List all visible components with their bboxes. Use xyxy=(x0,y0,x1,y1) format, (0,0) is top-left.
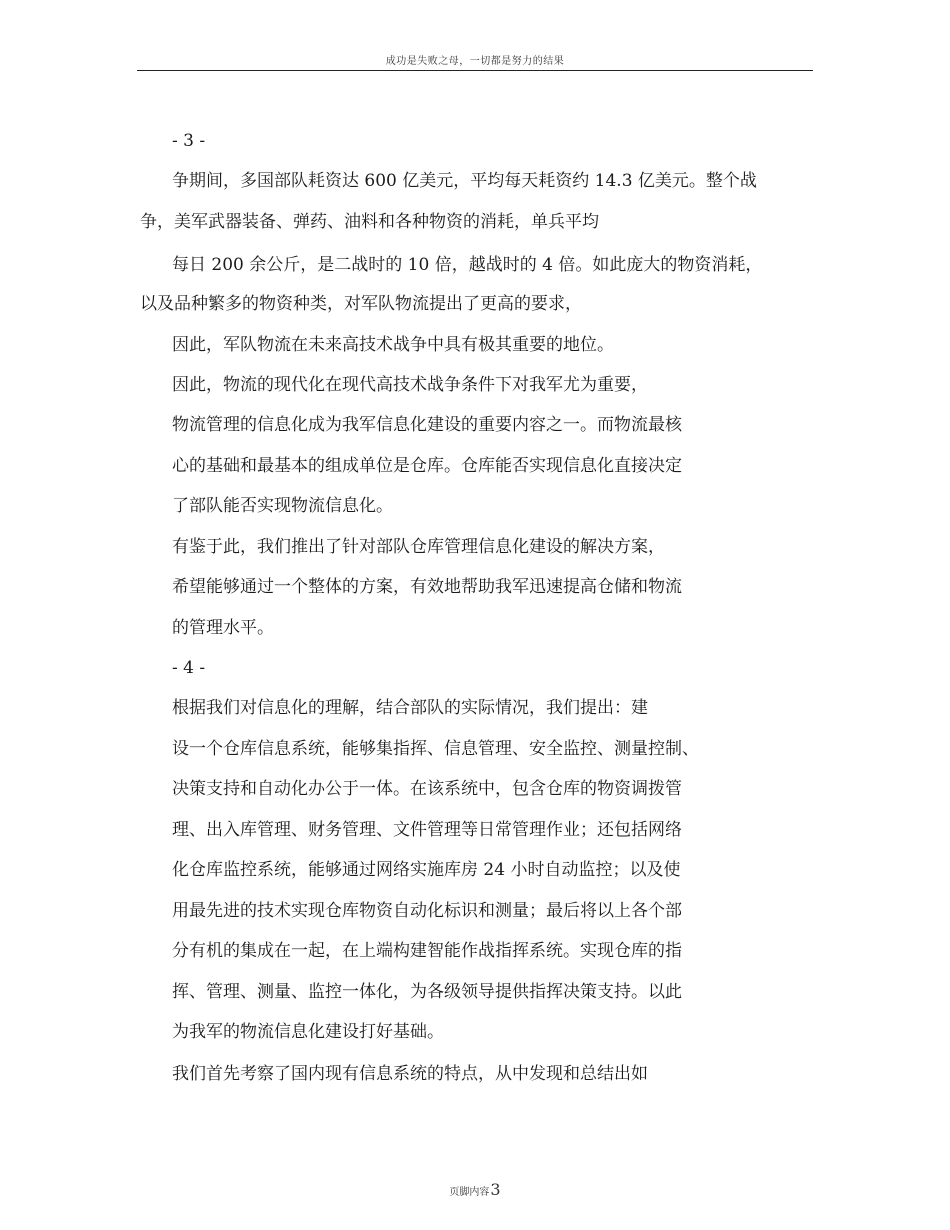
page-marker-3: - 3 - xyxy=(172,131,206,151)
body-line: 每日 200 余公斤，是二战时的 10 倍，越战时的 4 倍。如此庞大的物资消耗， xyxy=(172,255,763,275)
body-line: 挥、管理、测量、监控一体化，为各级领导提供指挥决策支持。以此 xyxy=(172,982,682,1002)
body-line: 为我军的物流信息化建设打好基础。 xyxy=(172,1022,444,1042)
body-line: 以及品种繁多的物资种类，对军队物流提出了更高的要求， xyxy=(140,294,582,314)
footer-page-number: 3 xyxy=(490,1180,501,1199)
body-line: 根据我们对信息化的理解，结合部队的实际情况，我们提出：建 xyxy=(172,698,648,718)
body-line: 分有机的集成在一起，在上端构建智能作战指挥系统。实现仓库的指 xyxy=(172,941,682,961)
header-divider xyxy=(137,70,813,71)
body-line: 心的基础和最基本的组成单位是仓库。仓库能否实现信息化直接决定 xyxy=(172,456,682,476)
footer-label: 页脚内容 xyxy=(449,1187,490,1198)
body-line: 决策支持和自动化办公于一体。在该系统中，包含仓库的物资调拨管 xyxy=(172,779,682,799)
body-line: 理、出入库管理、财务管理、文件管理等日常管理作业；还包括网络 xyxy=(172,820,682,840)
body-line: 我们首先考察了国内现有信息系统的特点，从中发现和总结出如 xyxy=(172,1064,648,1084)
body-line: 用最先进的技术实现仓库物资自动化标识和测量；最后将以上各个部 xyxy=(172,901,682,921)
body-line: 争期间，多国部队耗资达 600 亿美元，平均每天耗资约 14.3 亿美元。整个战 xyxy=(172,171,757,191)
page-marker-4: - 4 - xyxy=(172,658,206,678)
body-line: 化仓库监控系统，能够通过网络实施库房 24 小时自动监控；以及使 xyxy=(172,860,681,880)
body-line: 设一个仓库信息系统，能够集指挥、信息管理、安全监控、测量控制、 xyxy=(172,739,699,759)
page-footer xyxy=(0,1180,950,1199)
page-header: 成功是失败之母，一切都是努力的结果 xyxy=(385,56,565,67)
body-line: 因此，军队物流在未来高技术战争中具有极其重要的地位。 xyxy=(172,335,614,355)
body-line: 了部队能否实现物流信息化。 xyxy=(172,496,393,516)
body-line: 物流管理的信息化成为我军信息化建设的重要内容之一。而物流最核 xyxy=(172,415,682,435)
body-line: 因此，物流的现代化在现代高技术战争条件下对我军尤为重要， xyxy=(172,375,648,395)
body-line: 有鉴于此，我们推出了针对部队仓库管理信息化建设的解决方案， xyxy=(172,537,665,557)
body-line: 争，美军武器装备、弹药、油料和各种物资的消耗，单兵平均 xyxy=(140,212,599,232)
body-line: 的管理水平。 xyxy=(172,618,274,638)
body-line: 希望能够通过一个整体的方案，有效地帮助我军迅速提高仓储和物流 xyxy=(172,577,682,597)
